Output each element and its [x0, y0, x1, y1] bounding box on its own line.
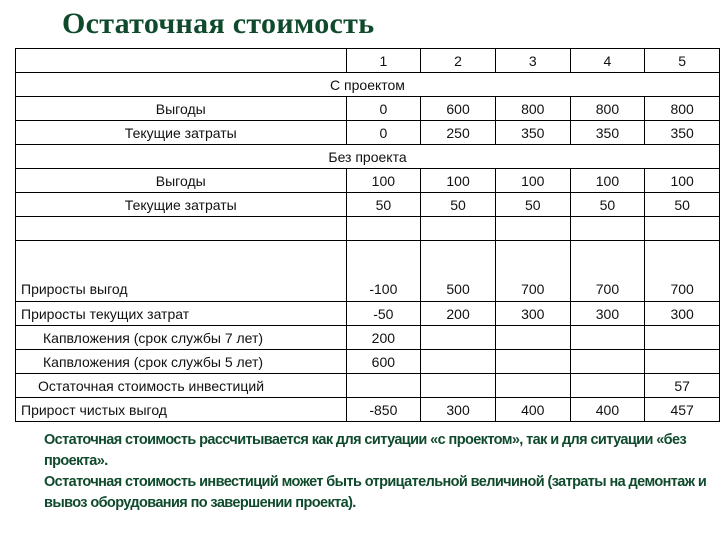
cell-value: -50: [346, 302, 421, 326]
cell-value: 300: [421, 398, 496, 422]
row-label: Остаточная стоимость инвестиций: [16, 374, 347, 398]
residual-value-table: [15, 48, 720, 422]
table-row: [16, 374, 720, 398]
table-row: [16, 97, 720, 121]
table-row: [16, 326, 720, 350]
cell-value: 350: [645, 121, 720, 145]
row-label: Выгоды: [16, 97, 347, 121]
cell-value: 300: [570, 302, 645, 326]
cell-value: 457: [645, 398, 720, 422]
cell-value: [495, 350, 570, 374]
cell-value: 400: [570, 398, 645, 422]
row-label: Капвложения (срок службы 7 лет): [16, 326, 347, 350]
row-label: Приросты текущих затрат: [16, 302, 347, 326]
empty-cell: [570, 217, 645, 241]
cell-value: 200: [346, 326, 421, 350]
cell-value: 0: [346, 121, 421, 145]
cell-value: 100: [346, 169, 421, 193]
row-label: Выгоды: [16, 169, 347, 193]
cell-value: 700: [495, 241, 570, 302]
cell-value: 600: [421, 97, 496, 121]
table-row: [16, 193, 720, 217]
cell-value: [570, 374, 645, 398]
cell-value: [645, 326, 720, 350]
cell-value: [495, 326, 570, 350]
notes: [44, 430, 714, 520]
row-label: Приросты выгод: [16, 241, 347, 302]
cell-value: 50: [421, 193, 496, 217]
cell-value: 400: [495, 398, 570, 422]
cell-value: 50: [495, 193, 570, 217]
empty-cell: [645, 217, 720, 241]
cell-value: [645, 350, 720, 374]
cell-value: 500: [421, 241, 496, 302]
cell-value: 50: [570, 193, 645, 217]
cell-value: 350: [570, 121, 645, 145]
cell-value: 250: [421, 121, 496, 145]
cell-value: 700: [645, 241, 720, 302]
cell-value: -850: [346, 398, 421, 422]
cell-value: 100: [421, 169, 496, 193]
cell-value: 200: [421, 302, 496, 326]
note-2: Остаточная стоимость инвестиций может быть отрицательной величиной (затраты на демонтаж и вывоз оборудования по завершении проекта).: [44, 474, 707, 511]
row-label: Прирост чистых выгод: [16, 398, 347, 422]
row-label: Текущие затраты: [16, 193, 347, 217]
empty-row: [16, 217, 720, 241]
section-without-project: Без проекта: [16, 145, 720, 169]
row-label: Текущие затраты: [16, 121, 347, 145]
cell-value: 800: [495, 97, 570, 121]
table-row: [16, 169, 720, 193]
section-row: [16, 73, 720, 97]
cell-value: [346, 374, 421, 398]
header-empty: [16, 49, 347, 73]
cell-value: 300: [495, 302, 570, 326]
cell-value: 300: [645, 302, 720, 326]
year-header: 3: [495, 49, 570, 73]
cell-value: [495, 374, 570, 398]
cell-value: [421, 350, 496, 374]
empty-cell: [421, 217, 496, 241]
cell-value: 100: [570, 169, 645, 193]
section-row: [16, 145, 720, 169]
section-with-project: С проектом: [16, 73, 720, 97]
cell-value: 100: [495, 169, 570, 193]
year-header: 5: [645, 49, 720, 73]
empty-cell: [346, 217, 421, 241]
cell-value: 57: [645, 374, 720, 398]
cell-value: 700: [570, 241, 645, 302]
table-row: [16, 302, 720, 326]
cell-value: -100: [346, 241, 421, 302]
year-header: 1: [346, 49, 421, 73]
cell-value: 800: [645, 97, 720, 121]
cell-value: 600: [346, 350, 421, 374]
cell-value: [421, 374, 496, 398]
row-label: Капвложения (срок службы 5 лет): [16, 350, 347, 374]
year-header: 2: [421, 49, 496, 73]
table-row: [16, 398, 720, 422]
empty-cell: [495, 217, 570, 241]
header-row: [16, 49, 720, 73]
note-1: Остаточная стоимость рассчитывается как для ситуации «с проектом», так и для ситуации «без проекта».: [44, 432, 687, 469]
year-header: 4: [570, 49, 645, 73]
cell-value: 100: [645, 169, 720, 193]
table-row: [16, 241, 720, 302]
cell-value: 800: [570, 97, 645, 121]
slide-title: Остаточная стоимость: [62, 7, 375, 40]
cell-value: 0: [346, 97, 421, 121]
cell-value: [421, 326, 496, 350]
cell-value: 50: [346, 193, 421, 217]
table-row: [16, 350, 720, 374]
cell-value: 350: [495, 121, 570, 145]
cell-value: 50: [645, 193, 720, 217]
cell-value: [570, 350, 645, 374]
empty-cell: [16, 217, 347, 241]
cell-value: [570, 326, 645, 350]
table-row: [16, 121, 720, 145]
